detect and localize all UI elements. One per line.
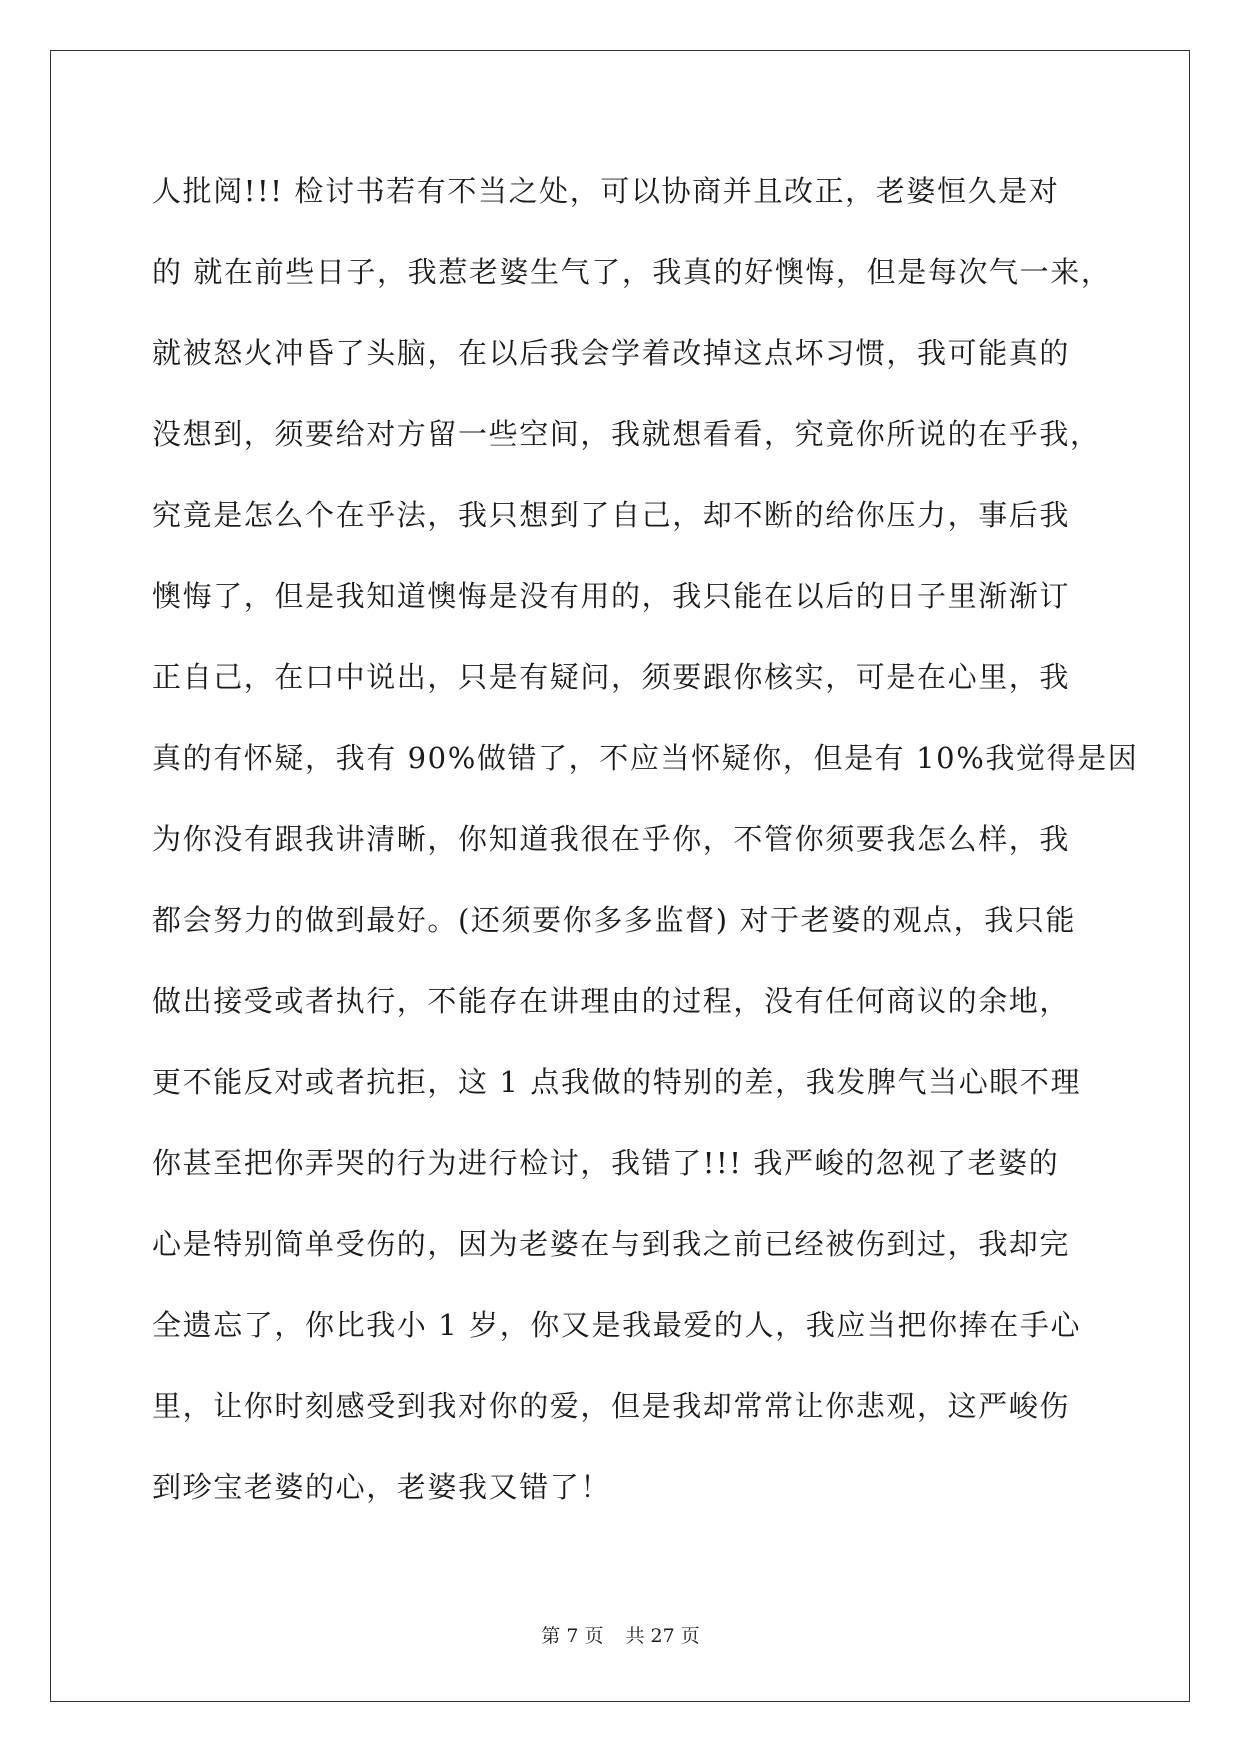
text-line: 正自己，在口中说出，只是有疑问，须要跟你核实，可是在心里，我 xyxy=(152,660,1071,694)
text-line: 都会努力的做到最好。(还须要你多多监督) 对于老婆的观点，我只能 xyxy=(152,903,1077,937)
text-line: 做出接受或者执行，不能存在讲理由的过程，没有任何商议的余地， xyxy=(152,984,1071,1018)
text-line: 为你没有跟我讲清晰，你知道我很在乎你，不管你须要我怎么样，我 xyxy=(152,822,1071,856)
text-line: 真的有怀疑，我有 90%做错了，不应当怀疑你，但是有 10%我觉得是因 xyxy=(152,741,1139,775)
text-line: 到珍宝老婆的心，老婆我又错了！ xyxy=(152,1470,612,1504)
text-line: 懊悔了，但是我知道懊悔是没有用的，我只能在以后的日子里渐渐订 xyxy=(152,579,1071,613)
text-line: 人批阅!!! 检讨书若有不当之处，可以协商并且改正，老婆恒久是对 xyxy=(152,174,1060,208)
text-line: 全遗忘了，你比我小 1 岁，你又是我最爱的人，我应当把你捧在手心 xyxy=(152,1308,1082,1342)
text-line: 更不能反对或者抗拒，这 1 点我做的特别的差，我发脾气当心眼不理 xyxy=(152,1065,1082,1099)
page-number: 第 7 页 xyxy=(541,1625,604,1647)
text-line: 的 就在前些日子，我惹老婆生气了，我真的好懊悔，但是每次气一来， xyxy=(152,255,1112,289)
document-body xyxy=(152,166,1139,1543)
text-line: 你甚至把你弄哭的行为进行检讨，我错了!!! 我严峻的忽视了老婆的 xyxy=(152,1146,1060,1180)
text-line: 究竟是怎么个在乎法，我只想到了自己，却不断的给你压力，事后我 xyxy=(152,498,1071,532)
page-total: 共 27 页 xyxy=(625,1625,700,1647)
page-footer xyxy=(0,1624,1241,1648)
text-line: 里，让你时刻感受到我对你的爱，但是我却常常让你悲观，这严峻伤 xyxy=(152,1389,1071,1423)
text-line: 就被怒火冲昏了头脑，在以后我会学着改掉这点坏习惯，我可能真的 xyxy=(152,336,1071,370)
text-line: 没想到，须要给对方留一些空间，我就想看看，究竟你所说的在乎我， xyxy=(152,417,1101,451)
text-line: 心是特别简单受伤的，因为老婆在与到我之前已经被伤到过，我却完 xyxy=(152,1227,1071,1261)
